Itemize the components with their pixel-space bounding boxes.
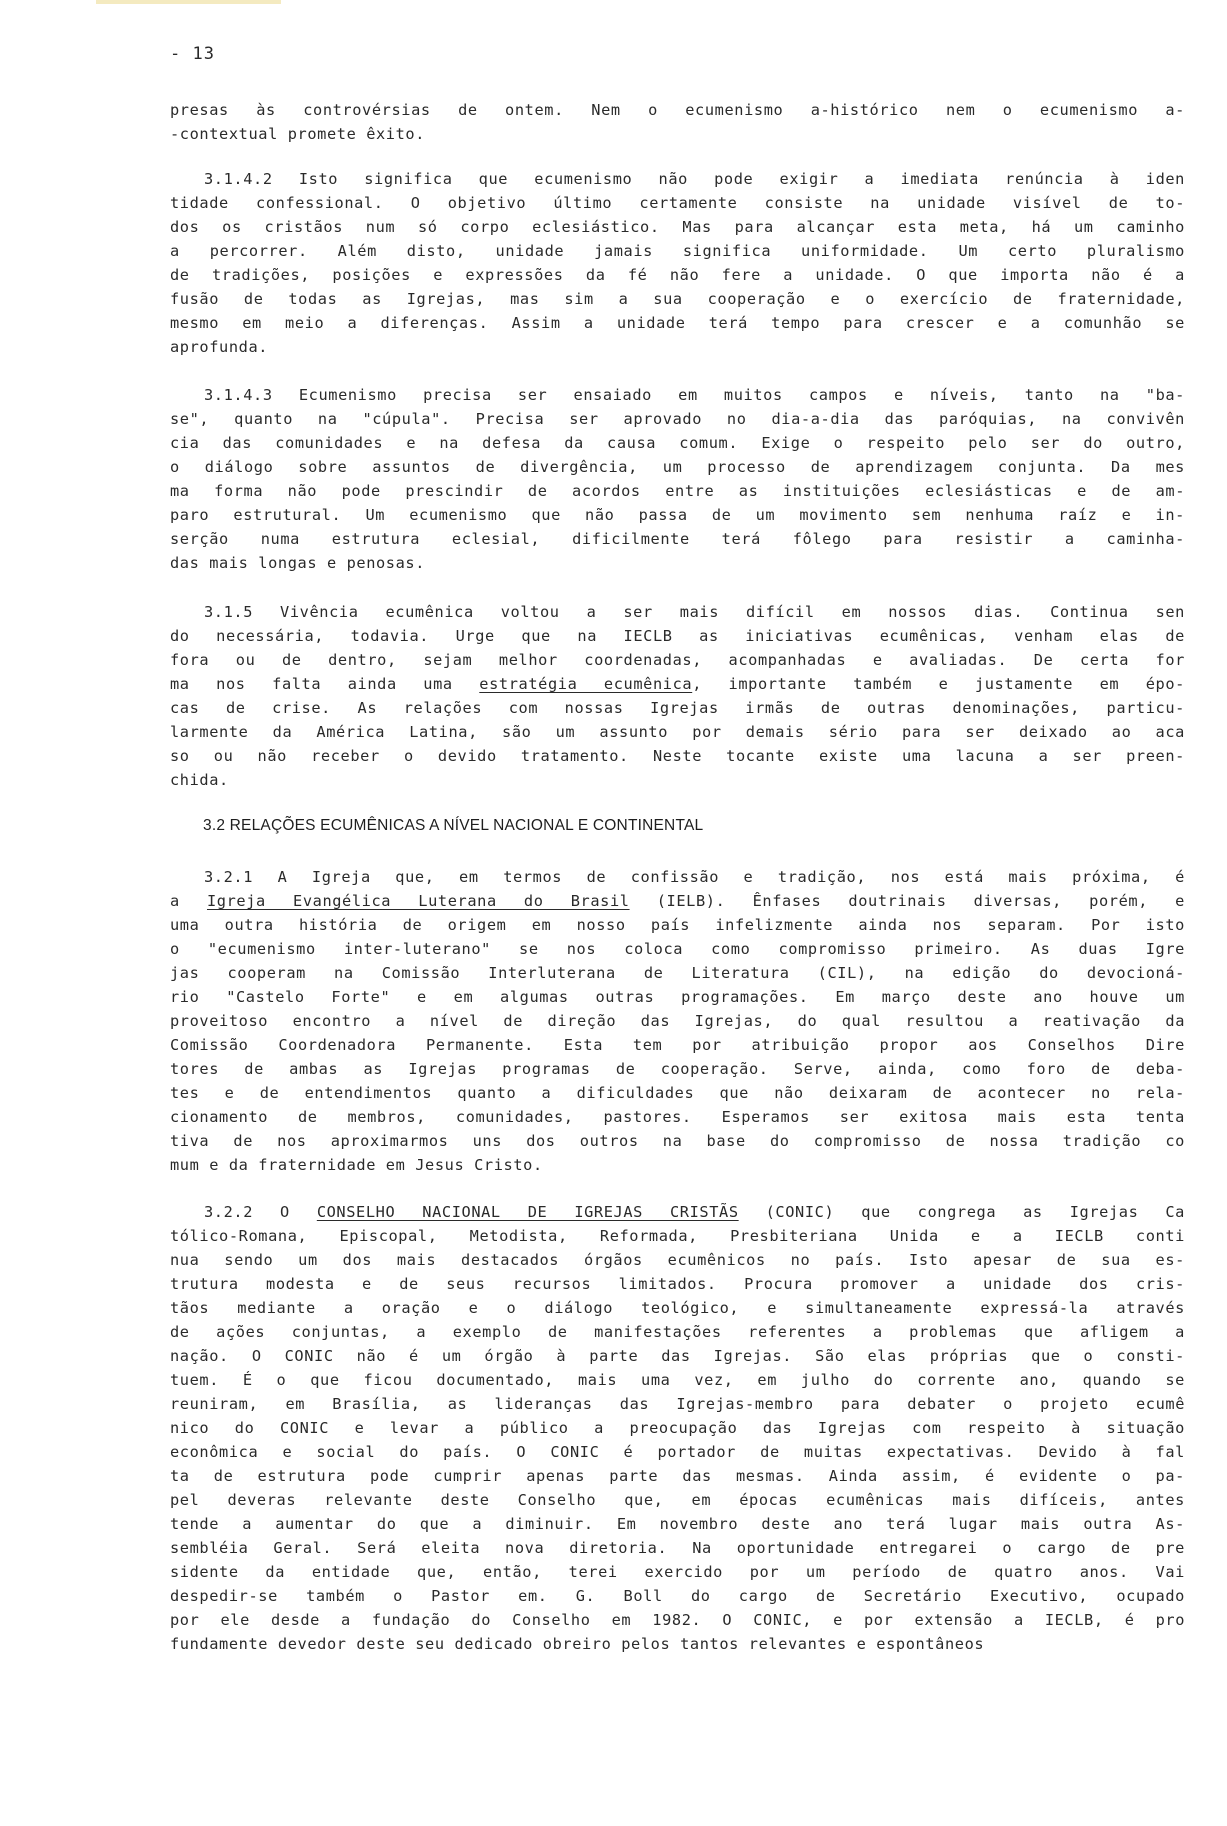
- text-line: tende a aumentar do que a diminuir. Em novembro deste ano terá lugar mais outra As-: [170, 1515, 1185, 1533]
- text-line: larmente da América Latina, são um assunto por demais sério para ser deixado ao aca: [170, 723, 1185, 741]
- text-line: presas às controvérsias de ontem. Nem o ecumenismo a-histórico nem o ecumenismo a-: [170, 101, 1185, 119]
- section-heading: 3.2 RELAÇÕES ECUMÊNICAS A NÍVEL NACIONAL E CONTINENTAL: [203, 817, 704, 834]
- text-line: sidente da entidade que, então, terei exercido por um período de quatro anos. Vai: [170, 1563, 1185, 1581]
- text-line: chida.: [170, 771, 229, 789]
- text-line: tes e de entendimentos quanto a dificuldades que não deixaram de acontecer no rela-: [170, 1084, 1185, 1102]
- text-line: mum e da fraternidade em Jesus Cristo.: [170, 1156, 543, 1174]
- text-line: sembléia Geral. Será eleita nova diretoria. Na oportunidade entregarei o cargo de pre: [170, 1539, 1185, 1557]
- text-line: 3.1.4.3 Ecumenismo precisa ser ensaiado em muitos campos e níveis, tanto na "ba-: [204, 386, 1185, 404]
- text-line: das mais longas e penosas.: [170, 554, 426, 572]
- text-line: a percorrer. Além disto, unidade jamais significa uniformidade. Um certo pluralismo: [170, 242, 1185, 260]
- text-line: do necessária, todavia. Urge que na IECLB as iniciativas ecumênicas, venham elas de: [170, 627, 1185, 645]
- text-line: so ou não receber o devido tratamento. Neste tocante existe uma lacuna a ser preen-: [170, 747, 1185, 765]
- paragraph-3-2-1: [170, 865, 1185, 1177]
- text-line: Comissão Coordenadora Permanente. Esta tem por atribuição propor aos Conselhos Dire: [170, 1036, 1185, 1054]
- text-line: pel deveras relevante deste Conselho que, em épocas ecumênicas mais difíceis, antes: [170, 1491, 1185, 1509]
- text-line: econômica e social do país. O CONIC é portador de muitas expectativas. Devido à fal: [170, 1443, 1185, 1461]
- page-number: - 13: [170, 44, 215, 64]
- text-line: de tradições, posições e expressões da fé não fere a unidade. O que importa não é a: [170, 266, 1185, 284]
- text-line: cionamento de membros, comunidades, pastores. Esperamos ser exitosa mais esta tenta: [170, 1108, 1185, 1126]
- text-line: nua sendo um dos mais destacados órgãos ecumênicos no país. Isto apesar de sua es-: [170, 1251, 1185, 1269]
- text-line: 3.2.2 O CONSELHO NACIONAL DE IGREJAS CRISTÃS (CONIC) que congrega as Igrejas Ca: [204, 1203, 1185, 1221]
- text-line: tãos mediante a oração e o diálogo teológico, e simultaneamente expressá-la através: [170, 1299, 1185, 1317]
- text-line: cas de crise. As relações com nossas Igrejas irmãs de outras denominações, particu-: [170, 699, 1185, 717]
- text-line: uma outra história de origem em nosso país infelizmente ainda nos separam. Por isto: [170, 916, 1185, 934]
- text-line: aprofunda.: [170, 338, 269, 356]
- text-line: tiva de nos aproximarmos uns dos outros na base do compromisso de nossa tradição co: [170, 1132, 1185, 1150]
- text-line: nico do CONIC e levar a público a preocupação das Igrejas com respeito à situação: [170, 1419, 1185, 1437]
- text-line: serção numa estrutura eclesial, dificilmente terá fôlego para resistir a caminha-: [170, 530, 1185, 548]
- text-line: ma forma não pode prescindir de acordos entre as instituições eclesiásticas e de am-: [170, 482, 1185, 500]
- text-line: se", quanto na "cúpula". Precisa ser aprovado no dia-a-dia das paróquias, na convivên: [170, 410, 1185, 428]
- text-line: mesmo em meio a diferenças. Assim a unidade terá tempo para crescer e a comunhão se: [170, 314, 1185, 332]
- text-line: 3.1.5 Vivência ecumênica voltou a ser mais difícil em nossos dias. Continua sen: [204, 603, 1185, 621]
- text-line: 3.1.4.2 Isto significa que ecumenismo não pode exigir a imediata renúncia à iden: [204, 170, 1185, 188]
- text-line: ma nos falta ainda uma estratégia ecumênica, importante também e justamente em épo-: [170, 675, 1185, 693]
- text-line: rio "Castelo Forte" e em algumas outras programações. Em março deste ano houve um: [170, 988, 1185, 1006]
- text-line: fusão de todas as Igrejas, mas sim a sua cooperação e o exercício de fraternidade,: [170, 290, 1185, 308]
- text-line: tores de ambas as Igrejas programas de cooperação. Serve, ainda, como foro de deba-: [170, 1060, 1185, 1078]
- paragraph-3-1-4-3: [170, 383, 1185, 575]
- text-line: tólico-Romana, Episcopal, Metodista, Reformada, Presbiteriana Unida e a IECLB conti: [170, 1227, 1185, 1245]
- text-line: a Igreja Evangélica Luterana do Brasil (IELB). Ênfases doutrinais diversas, porém, e: [170, 892, 1185, 910]
- text-line: reuniram, em Brasília, as lideranças das Igrejas-membro para debater o projeto ecumê: [170, 1395, 1185, 1413]
- text-line: paro estrutural. Um ecumenismo que não passa de um movimento sem nenhuma raíz e in-: [170, 506, 1185, 524]
- text-line: trutura modesta e de seus recursos limitados. Procura promover a unidade dos cris-: [170, 1275, 1185, 1293]
- text-line: fora ou de dentro, sejam melhor coordenadas, acompanhadas e avaliadas. De certa for: [170, 651, 1185, 669]
- text-line: ta de estrutura pode cumprir apenas parte das mesmas. Ainda assim, é evidente o pa-: [170, 1467, 1185, 1485]
- text-line: jas cooperam na Comissão Interluterana de Literatura (CIL), na edição do devocioná-: [170, 964, 1185, 982]
- paper-edge-mark: [96, 0, 281, 4]
- text-line: dos os cristãos num só corpo eclesiástico. Mas para alcançar esta meta, há um caminho: [170, 218, 1185, 236]
- paragraph-3-1-5: [170, 600, 1185, 792]
- text-line: nação. O CONIC não é um órgão à parte das Igrejas. São elas próprias que o consti-: [170, 1347, 1185, 1365]
- text-line: o diálogo sobre assuntos de divergência, um processo de aprendizagem conjunta. Da mes: [170, 458, 1185, 476]
- paragraph-3-2-2: [170, 1200, 1185, 1656]
- text-line: por ele desde a fundação do Conselho em 1982. O CONIC, e por extensão a IECLB, é pro: [170, 1611, 1185, 1629]
- text-line: fundamente devedor deste seu dedicado obreiro pelos tantos relevantes e espontâneos: [170, 1635, 985, 1653]
- text-line: tidade confessional. O objetivo último certamente consiste na unidade visível de to-: [170, 194, 1185, 212]
- text-line: o "ecumenismo inter-luterano" se nos coloca como compromisso primeiro. As duas Igre: [170, 940, 1185, 958]
- text-line: cia das comunidades e na defesa da causa comum. Exige o respeito pelo ser do outro,: [170, 434, 1185, 452]
- text-line: 3.2.1 A Igreja que, em termos de confissão e tradição, nos está mais próxima, é: [204, 868, 1185, 886]
- paragraph-3-1-4-2: [170, 167, 1185, 359]
- text-line: -contextual promete êxito.: [170, 125, 426, 143]
- text-line: proveitoso encontro a nível de direção das Igrejas, do qual resultou a reativação da: [170, 1012, 1185, 1030]
- paragraph-intro: [170, 98, 1185, 146]
- text-line: despedir-se também o Pastor em. G. Boll do cargo de Secretário Executivo, ocupado: [170, 1587, 1185, 1605]
- text-line: de ações conjuntas, a exemplo de manifestações referentes a problemas que afligem a: [170, 1323, 1185, 1341]
- text-line: tuem. É o que ficou documentado, mais uma vez, em julho do corrente ano, quando se: [170, 1371, 1185, 1389]
